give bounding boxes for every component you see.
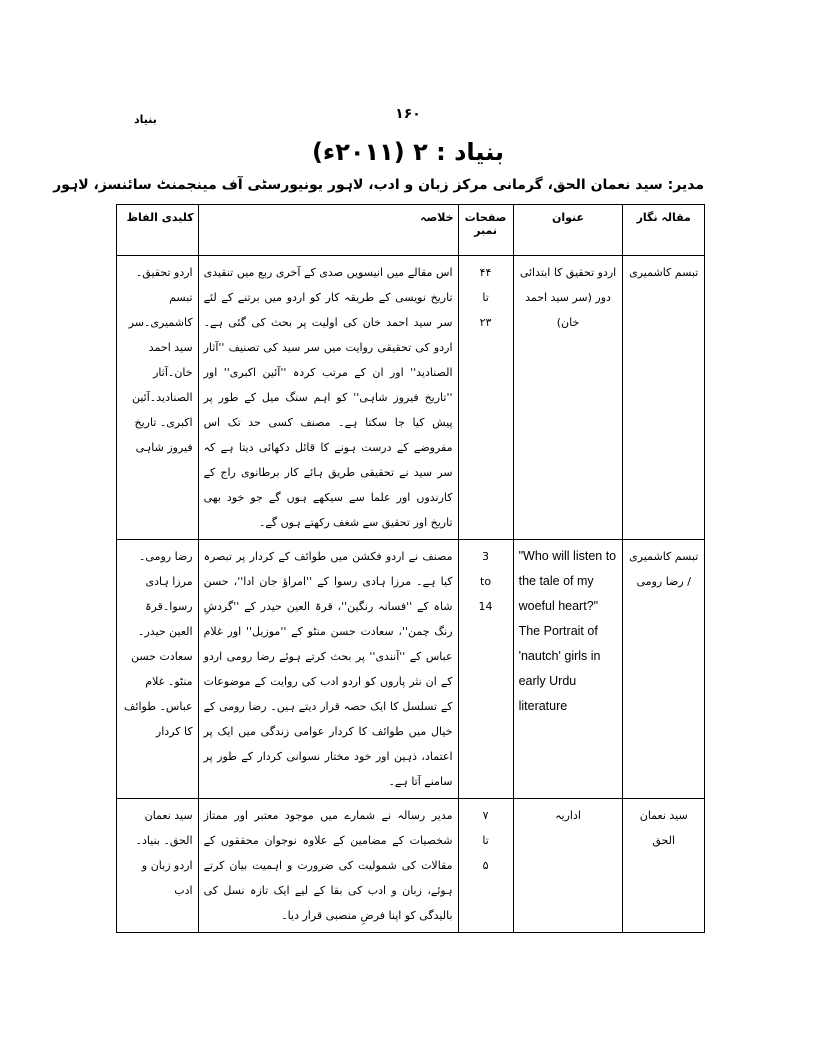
page-from: ۷: [482, 809, 489, 822]
cell-pages: [458, 256, 513, 540]
header-title: عنوان: [513, 205, 623, 256]
page-from: ۴۴: [479, 266, 492, 279]
cell-summary: اس مقالے میں انیسویں صدی کے آخری ربع میں تنقیدی تاریخ نویسی کے طریقہ کار کو اردو میں برتنے کے لئے سر سید احمد خان کی اولیت پر بحث کی گئی ہے۔ اردو کی تحقیقی روایت میں سر سید کی تصنیف ''آثار الصنادید'' اور ان کے مرتب کردہ ''آئین اکبری'' اور ''تاریخ فیروز شاہی'' کو اہم سنگ میل کے طور پر پیش کیا جا سکتا ہے۔ مصنف کسی حد تک اس مفروضے کے درست ہونے کا قائل دکھائی دیتا ہے کہ سر سید نے تحقیقی طریق ہائے کار برطانوی راج کے کارندوں اور علما سے سیکھے ہوں گے جو خود بھی تاریخ اور تحقیق سے شغف رکھتے ہوں گے۔: [198, 256, 458, 540]
index-table: [116, 204, 705, 933]
table-row: [117, 256, 705, 540]
header-author: مقالہ نگار: [623, 205, 705, 256]
page-to: ۵: [482, 859, 489, 872]
cell-keywords: رضا رومی۔مرزا ہادی رسوا۔قرۃ العین حیدر۔ سعادت حسن منٹو۔ غلام عباس۔ طوائف کا کردار: [117, 540, 199, 799]
running-head: بنیاد: [134, 113, 157, 126]
table-header-row: [117, 205, 705, 256]
cell-pages: [458, 540, 513, 799]
header-pages: صفحات نمبر: [458, 205, 513, 256]
cell-pages: [458, 799, 513, 933]
cell-keywords: اردو تحقیق۔تبسم کاشمیری۔سر سید احمد خان۔آثار الصنادید۔آئین اکبری۔ تاریخ فیروز شاہی: [117, 256, 199, 540]
cell-summary: مصنف نے اردو فکشن میں طوائف کے کردار پر تبصرہ کیا ہے۔ مرزا ہادی رسوا کے ''امراؤ جان ادا''، حسن شاہ کے ''فسانہ رنگین''، قرۃ العین حیدر کے ''گردشِ رنگ چمن''، سعادت حسن منٹو کے ''موزیل'' اور غلام عباس کے ''آنندی'' پر بحث کرتے ہوئے رضا رومی اردو کے ان نثر پاروں کو اردو ادب کی روایت کے موضوعات کے تسلسل کا ایک حصہ قرار دیتے ہیں۔ رضا رومی کے خیال میں طوائف کا کردار عوامی زندگی میں ایک پر اعتماد، ذہین اور خود مختار نسوانی کردار کے طور پر سامنے آتا ہے۔: [198, 540, 458, 799]
cell-summary: مدیر رسالہ نے شمارے میں موجود معتبر اور ممتاز شخصیات کے مضامین کے علاوہ نوجوان محققوں کے مقالات کی شمولیت کی ضرورت و اہمیت بیان کرتے ہوئے، زبان و ادب کی بقا کے لیے ایک تازہ نسل کی بالیدگی کو اپنا فرضِ منصبی قرار دیا۔: [198, 799, 458, 933]
page-sep: تا: [482, 834, 489, 847]
editor-line: مدیر: سید نعمان الحق، گرمانی مرکز زبان و ادب، لاہور یونیورسٹی آف مینجمنٹ سائنسز، لاہور: [53, 177, 704, 193]
header-summary: خلاصہ: [198, 205, 458, 256]
page-to: ۲۳: [479, 316, 492, 329]
cell-title: اداریہ: [513, 799, 623, 933]
cell-author: تبسم کاشمیری: [623, 256, 705, 540]
table-row: [117, 540, 705, 799]
page-sep: to: [480, 575, 492, 588]
page-from: 3: [482, 550, 490, 563]
cell-keywords: سید نعمان الحق۔ بنیاد۔ اردو زبان و ادب: [117, 799, 199, 933]
cell-author: تبسم کاشمیری / رضا رومی: [623, 540, 705, 799]
cell-author: سید نعمان الحق: [623, 799, 705, 933]
cell-title: اردو تحقیق کا ابتدائی دور (سر سید احمد خان): [513, 256, 623, 540]
header-keywords: کلیدی الفاظ: [117, 205, 199, 256]
page-number: ۱۶۰: [395, 106, 421, 122]
journal-title: بنیاد : ۲ (۲۰۱۱ء): [311, 138, 505, 166]
page-sep: تا: [482, 291, 489, 304]
cell-title: "Who will listen to the tale of my woeful heart?" The Portrait of 'nautch' girls in early Urdu literature: [513, 540, 623, 799]
table-row: [117, 799, 705, 933]
page-to: 14: [478, 600, 493, 613]
